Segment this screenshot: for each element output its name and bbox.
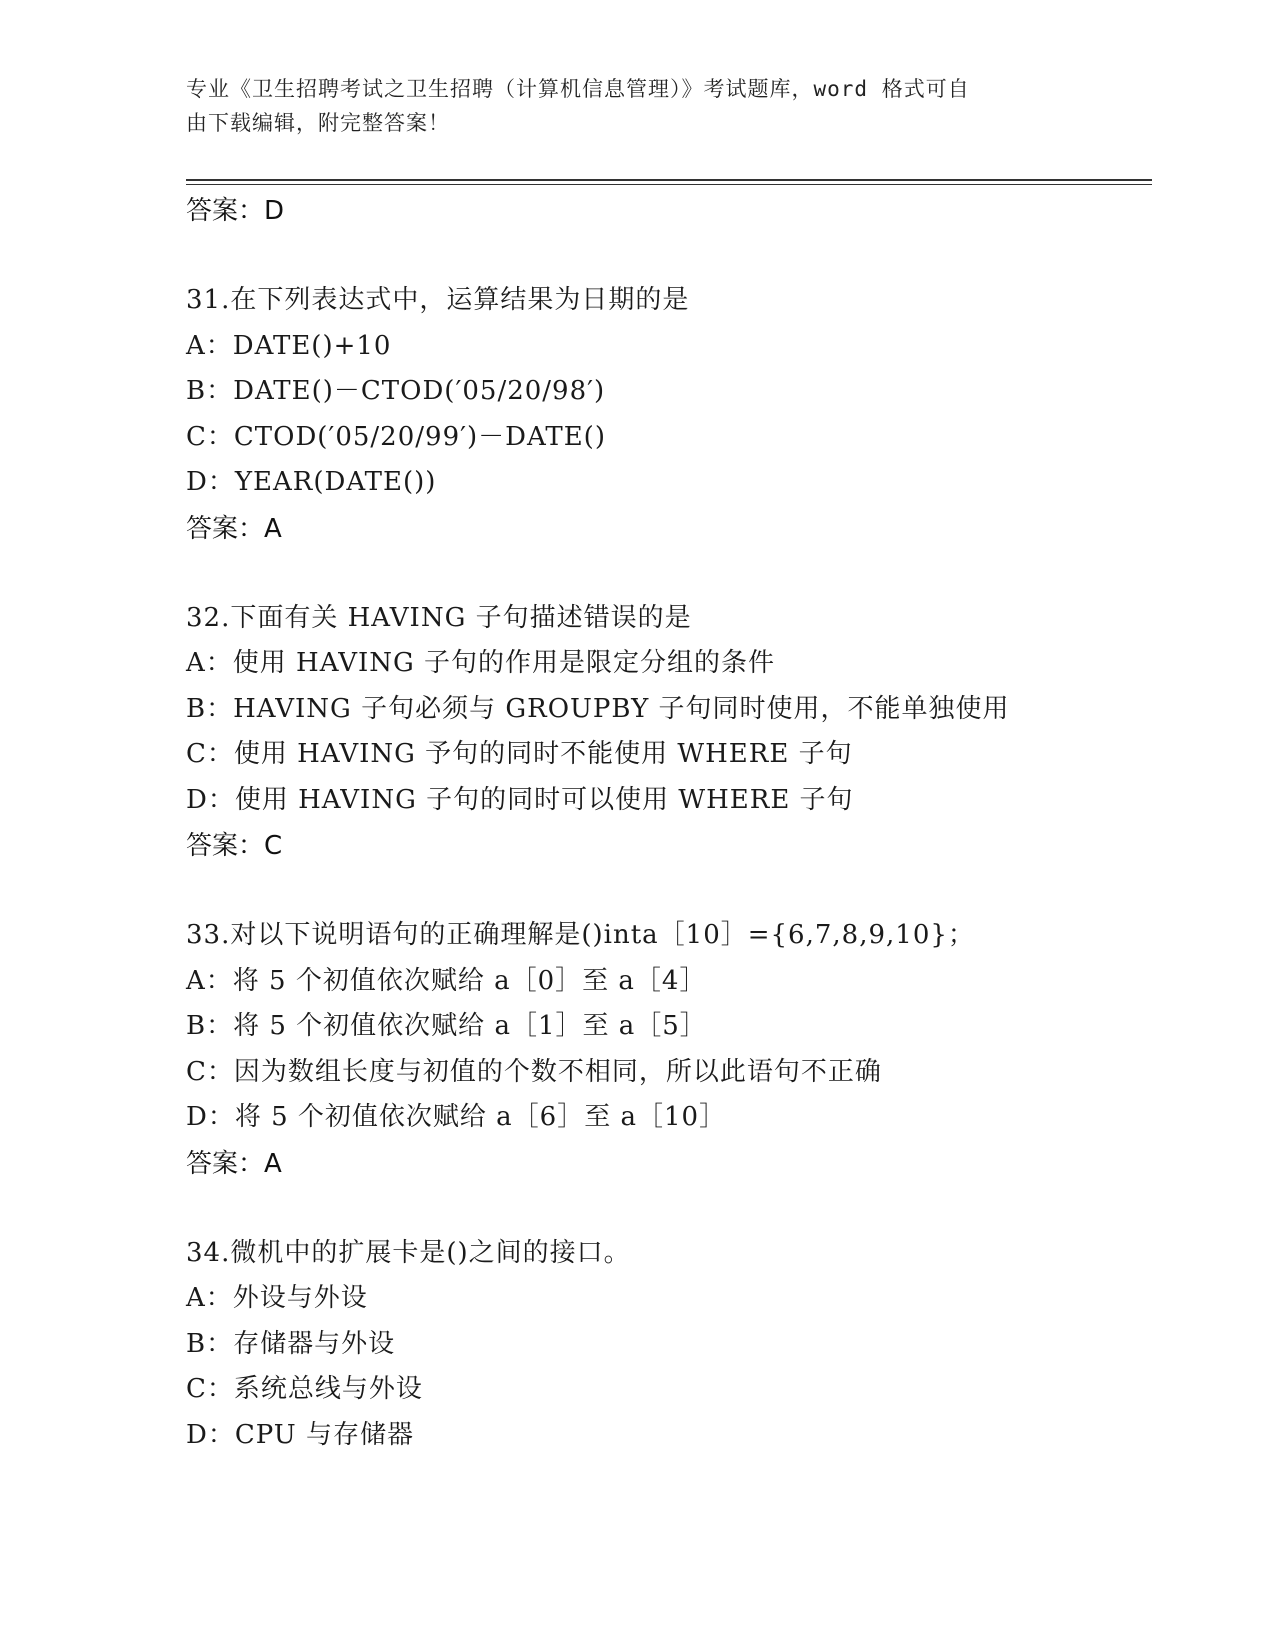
question-title: 32.下面有关 HAVING 子句描述错误的是 — [186, 602, 692, 633]
answer-line: 答案：A — [186, 1148, 282, 1179]
option-d: D：YEAR(DATE()) — [186, 467, 437, 497]
option-a: A：DATE()+10 — [186, 330, 392, 361]
question-title: 33.对以下说明语句的正确理解是()inta［10］={6,7,8,9,10}； — [186, 920, 975, 950]
header-line-1: 专业《卫生招聘考试之卫生招聘（计算机信息管理）》考试题库，word 格式可自 — [186, 77, 970, 101]
previous-answer: 答案：D — [186, 196, 285, 226]
option-c: C：使用 HAVING 予句的同时不能使用 WHERE 子句 — [186, 739, 853, 769]
option-c: C：CTOD(′05/20/99′)－DATE() — [186, 421, 606, 452]
question-32 — [186, 596, 1146, 870]
option-d: D：将 5 个初值依次赋给 a［6］至 a［10］ — [186, 1102, 727, 1132]
option-b: B：HAVING 子句必须与 GROUPBY 子句同时使用，不能单独使用 — [186, 693, 1010, 724]
option-d: D：CPU 与存储器 — [186, 1419, 414, 1450]
question-title: 34.微机中的扩展卡是()之间的接口。 — [186, 1237, 631, 1268]
header-line-2: 由下载编辑，附完整答案！ — [186, 111, 450, 135]
question-34 — [186, 1231, 1146, 1459]
answer-line: 答案：C — [186, 831, 283, 861]
header-divider-thin — [186, 184, 1152, 185]
question-33 — [186, 913, 1146, 1187]
option-a: A：将 5 个初值依次赋给 a［0］至 a［4］ — [186, 965, 707, 996]
option-a: A：使用 HAVING 子句的作用是限定分组的条件 — [186, 648, 776, 678]
option-a: A：外设与外设 — [186, 1283, 368, 1313]
option-b: B：存储器与外设 — [186, 1328, 396, 1359]
option-c: C：因为数组长度与初值的个数不相同，所以此语句不正确 — [186, 1056, 882, 1087]
question-31 — [186, 278, 1146, 552]
option-b: B：将 5 个初值依次赋给 a［1］至 a［5］ — [186, 1011, 707, 1041]
page-header — [186, 72, 1066, 140]
question-list — [186, 188, 1146, 1458]
question-title: 31.在下列表达式中，运算结果为日期的是 — [186, 285, 690, 315]
answer-line: 答案：A — [186, 513, 282, 544]
option-b: B：DATE()－CTOD(′05/20/98′) — [186, 376, 606, 406]
option-d: D：使用 HAVING 子句的同时可以使用 WHERE 子句 — [186, 784, 854, 815]
option-c: C：系统总线与外设 — [186, 1374, 423, 1404]
header-divider-thick — [186, 179, 1152, 181]
